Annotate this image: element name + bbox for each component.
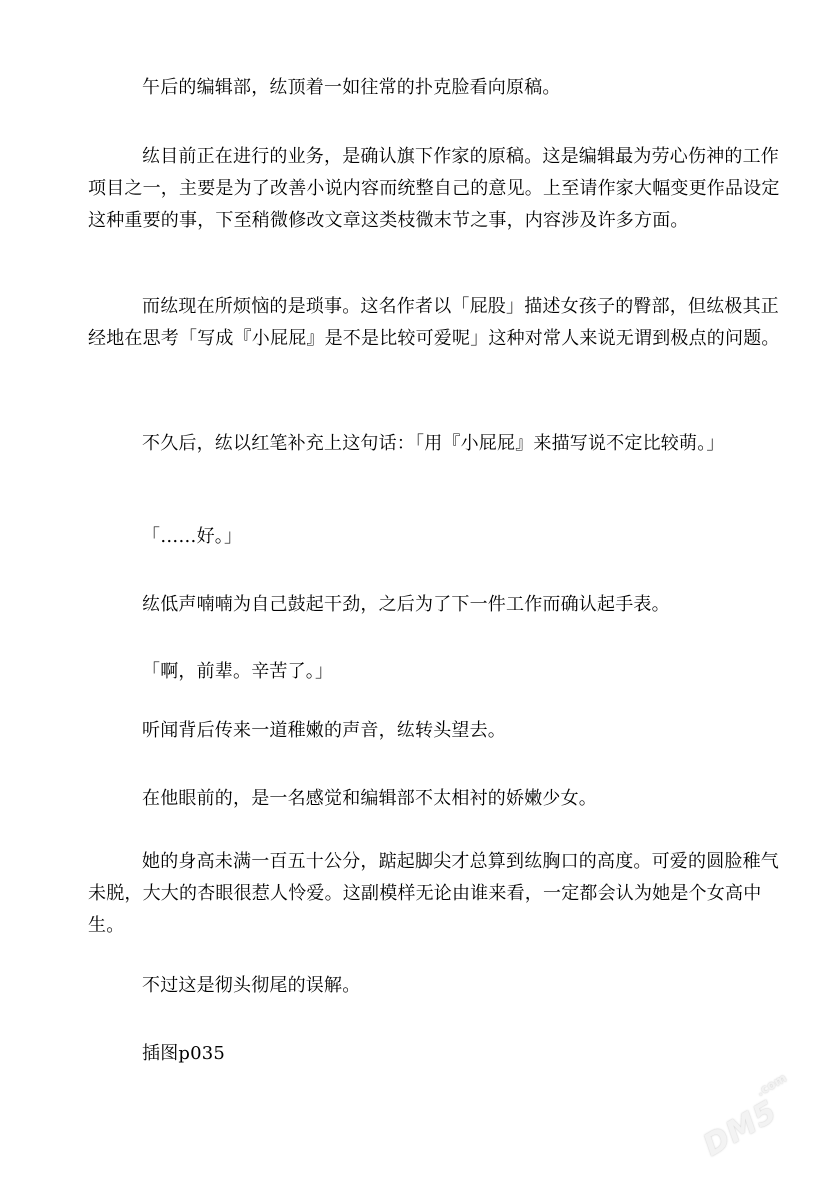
paragraph-4: 不久后，纮以红笔补充上这句话：「用『小屁屁』来描写说不定比较萌。」 [142, 433, 725, 454]
site-watermark-logo [689, 1058, 828, 1178]
paragraph-8: 听闻背后传来一道稚嫩的声音，纮转头望去。 [142, 720, 506, 741]
paragraph-12: 插图p035 [142, 1043, 226, 1064]
watermark-logo-text: DM5 [697, 1093, 784, 1164]
paragraph-9: 在他眼前的，是一名感觉和编辑部不太相衬的娇嫩少女。 [142, 788, 597, 809]
paragraph-10: 她的身高未满一百五十公分，踮起脚尖才总算到纮胸口的高度。可爱的圆脸稚气未脱，大大的杏眼很惹人怜爱。这副模样无论由谁来看，一定都会认为她是个女高中生。 [88, 851, 779, 936]
paragraph-7: 「啊，前辈。辛苦了。」 [142, 661, 334, 682]
paragraph-2: 纮目前正在进行的业务，是确认旗下作家的原稿。这是编辑最为劳心伤神的工作项目之一，主要是为了改善小说内容而统整自己的意见。上至请作家大幅变更作品设定这种重要的事，下至稍微修改文章这类枝微末节之事，内容涉及许多方面。 [88, 146, 780, 231]
paragraph-11: 不过这是彻头彻尾的误解。 [142, 975, 361, 996]
watermark-logo-suffix: .com [753, 1070, 789, 1100]
paragraph-3: 而纮现在所烦恼的是琐事。这名作者以「屁股」描述女孩子的臀部，但纮极其正经地在思考「写成『小屁屁』是不是比较可爱呢」这种对常人来说无谓到极点的问题。 [88, 296, 780, 349]
paragraph-5: 「……好。」 [142, 526, 243, 547]
paragraph-1: 午后的编辑部，纮顶着一如往常的扑克脸看向原稿。 [142, 77, 561, 98]
paragraph-6: 纮低声喃喃为自己鼓起干劲，之后为了下一件工作而确认起手表。 [142, 594, 670, 615]
